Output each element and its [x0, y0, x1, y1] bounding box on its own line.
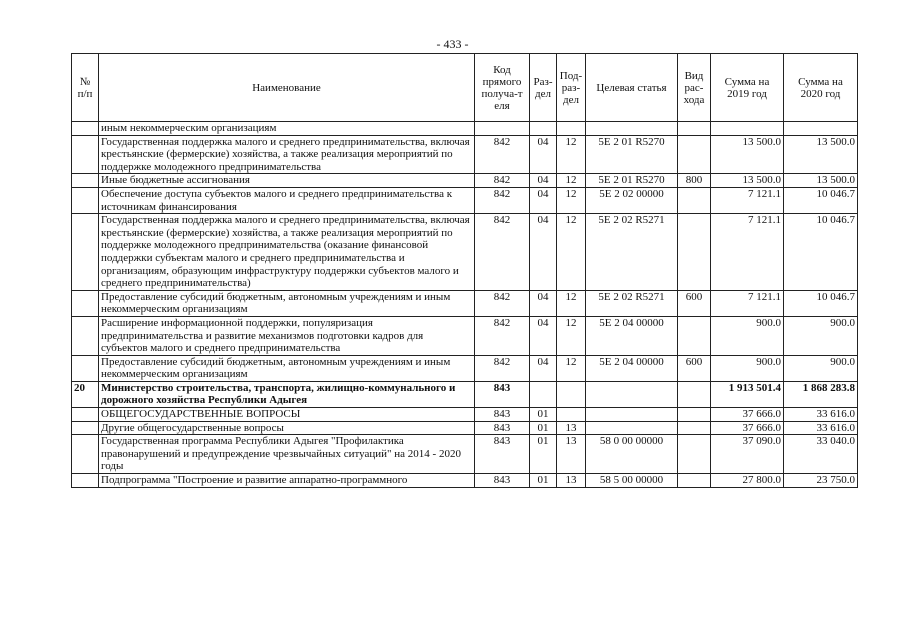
cell-subsection: 12 — [557, 316, 586, 355]
cell-section: 04 — [530, 355, 557, 381]
cell-name: Государственная поддержка малого и среднего предпринимательства, включая крестьянские (фермерские) хозяйства, а также реализация мероприятий по поддержке молодежного предпринимательства (оказание финансовой поддержки субъектам малого и среднего предпринимательства и организациям, образующим инфраструктуру поддержки субъектов малого и среднего предпринимательства) — [99, 214, 475, 291]
cell-name: Государственная программа Республики Адыгея "Профилактика правонарушений и предупреждение чрезвычайных ситуаций" на 2014 - 2020 годы — [99, 435, 475, 474]
cell-num — [72, 435, 99, 474]
cell-expense-type — [678, 435, 711, 474]
cell-subsection: 12 — [557, 174, 586, 188]
cell-subsection: 12 — [557, 355, 586, 381]
table-row — [72, 187, 858, 213]
cell-name: Министерство строительства, транспорта, жилищно-коммунального и дорожного хозяйства Республики Адыгея — [99, 381, 475, 407]
cell-name: Подпрограмма "Построение и развитие аппаратно-программного — [99, 474, 475, 488]
cell-subsection: 13 — [557, 435, 586, 474]
cell-expense-type — [678, 381, 711, 407]
cell-section: 01 — [530, 474, 557, 488]
cell-sum-2020: 10 046.7 — [784, 214, 858, 291]
cell-sum-2019: 1 913 501.4 — [711, 381, 784, 407]
cell-sum-2019: 27 800.0 — [711, 474, 784, 488]
cell-num — [72, 214, 99, 291]
cell-num — [72, 421, 99, 435]
cell-code: 842 — [475, 214, 530, 291]
page-number: - 433 - — [436, 37, 469, 51]
header-sum-2019: Сумма на 2019 год — [711, 54, 784, 122]
cell-sum-2019: 900.0 — [711, 355, 784, 381]
cell-subsection — [557, 408, 586, 422]
cell-article — [586, 122, 678, 136]
cell-name: Расширение информационной поддержки, популяризация предпринимательства и развитие механизмов подготовки кадров для субъектов малого и среднего предпринимательства — [99, 316, 475, 355]
header-sum-2020: Сумма на 2020 год — [784, 54, 858, 122]
cell-code: 842 — [475, 355, 530, 381]
cell-article: 5Е 2 02 R5271 — [586, 290, 678, 316]
cell-article: 58 0 00 00000 — [586, 435, 678, 474]
cell-article: 5Е 2 01 R5270 — [586, 135, 678, 174]
table-row — [72, 290, 858, 316]
cell-sum-2020: 33 616.0 — [784, 408, 858, 422]
cell-sum-2020: 23 750.0 — [784, 474, 858, 488]
cell-name: иным некоммерческим организациям — [99, 122, 475, 136]
cell-subsection: 12 — [557, 135, 586, 174]
cell-name: Предоставление субсидий бюджетным, автономным учреждениям и иным некоммерческим организациям — [99, 290, 475, 316]
cell-num — [72, 174, 99, 188]
cell-expense-type — [678, 214, 711, 291]
header-article: Целевая статья — [586, 54, 678, 122]
header-num: № п/п — [72, 54, 99, 122]
cell-expense-type — [678, 122, 711, 136]
cell-code: 842 — [475, 316, 530, 355]
cell-sum-2019: 37 666.0 — [711, 421, 784, 435]
table-row — [72, 408, 858, 422]
cell-expense-type — [678, 421, 711, 435]
cell-section: 01 — [530, 408, 557, 422]
table-row — [72, 421, 858, 435]
cell-sum-2020 — [784, 122, 858, 136]
cell-sum-2019 — [711, 122, 784, 136]
cell-code: 843 — [475, 381, 530, 407]
cell-num — [72, 316, 99, 355]
cell-article — [586, 381, 678, 407]
cell-expense-type — [678, 135, 711, 174]
budget-table — [71, 53, 858, 488]
cell-subsection — [557, 381, 586, 407]
cell-section — [530, 122, 557, 136]
cell-sum-2020: 13 500.0 — [784, 135, 858, 174]
cell-expense-type — [678, 408, 711, 422]
cell-sum-2020: 900.0 — [784, 316, 858, 355]
cell-sum-2019: 7 121.1 — [711, 290, 784, 316]
cell-section — [530, 381, 557, 407]
cell-section: 04 — [530, 214, 557, 291]
cell-subsection: 12 — [557, 214, 586, 291]
cell-subsection: 13 — [557, 421, 586, 435]
cell-expense-type: 800 — [678, 174, 711, 188]
table-row — [72, 355, 858, 381]
table-header-row — [72, 54, 858, 122]
header-expense-type: Вид рас-хода — [678, 54, 711, 122]
cell-num — [72, 355, 99, 381]
header-subsection: Под-раз-дел — [557, 54, 586, 122]
cell-section: 04 — [530, 174, 557, 188]
cell-subsection: 12 — [557, 290, 586, 316]
cell-code: 842 — [475, 187, 530, 213]
cell-sum-2019: 37 666.0 — [711, 408, 784, 422]
cell-expense-type — [678, 474, 711, 488]
cell-sum-2019: 37 090.0 — [711, 435, 784, 474]
cell-code: 842 — [475, 135, 530, 174]
cell-num: 20 — [72, 381, 99, 407]
cell-code: 843 — [475, 408, 530, 422]
table-row — [72, 474, 858, 488]
cell-name: Другие общегосударственные вопросы — [99, 421, 475, 435]
cell-num — [72, 135, 99, 174]
table-row — [72, 214, 858, 291]
cell-expense-type — [678, 316, 711, 355]
cell-subsection — [557, 122, 586, 136]
cell-sum-2020: 33 040.0 — [784, 435, 858, 474]
cell-article: 5Е 2 04 00000 — [586, 316, 678, 355]
cell-sum-2020: 33 616.0 — [784, 421, 858, 435]
table-row — [72, 122, 858, 136]
cell-num — [72, 290, 99, 316]
cell-expense-type — [678, 187, 711, 213]
cell-code — [475, 122, 530, 136]
header-code: Код прямого получа-т еля — [475, 54, 530, 122]
cell-num — [72, 122, 99, 136]
cell-expense-type: 600 — [678, 355, 711, 381]
cell-sum-2019: 7 121.1 — [711, 214, 784, 291]
cell-sum-2019: 900.0 — [711, 316, 784, 355]
cell-name: ОБЩЕГОСУДАРСТВЕННЫЕ ВОПРОСЫ — [99, 408, 475, 422]
cell-num — [72, 408, 99, 422]
cell-sum-2020: 900.0 — [784, 355, 858, 381]
table-row — [72, 135, 858, 174]
cell-num — [72, 474, 99, 488]
cell-sum-2019: 13 500.0 — [711, 174, 784, 188]
cell-name: Предоставление субсидий бюджетным, автономным учреждениям и иным некоммерческим организациям — [99, 355, 475, 381]
cell-sum-2020: 10 046.7 — [784, 290, 858, 316]
cell-name: Государственная поддержка малого и среднего предпринимательства, включая крестьянские (фермерские) хозяйства, а также реализация мероприятий по поддержке молодежного предпринимательства — [99, 135, 475, 174]
cell-sum-2019: 13 500.0 — [711, 135, 784, 174]
table-row — [72, 435, 858, 474]
cell-code: 842 — [475, 290, 530, 316]
cell-code: 843 — [475, 421, 530, 435]
cell-section: 04 — [530, 290, 557, 316]
cell-name: Обеспечение доступа субъектов малого и среднего предпринимательства к источникам финансирования — [99, 187, 475, 213]
cell-section: 01 — [530, 435, 557, 474]
cell-section: 04 — [530, 135, 557, 174]
cell-expense-type: 600 — [678, 290, 711, 316]
cell-section: 01 — [530, 421, 557, 435]
table-row — [72, 316, 858, 355]
cell-code: 843 — [475, 435, 530, 474]
cell-subsection: 13 — [557, 474, 586, 488]
cell-sum-2019: 7 121.1 — [711, 187, 784, 213]
cell-article: 5Е 2 02 R5271 — [586, 214, 678, 291]
cell-code: 843 — [475, 474, 530, 488]
cell-name: Иные бюджетные ассигнования — [99, 174, 475, 188]
cell-sum-2020: 1 868 283.8 — [784, 381, 858, 407]
header-name: Наименование — [99, 54, 475, 122]
header-section: Раз-дел — [530, 54, 557, 122]
cell-num — [72, 187, 99, 213]
cell-article: 5Е 2 01 R5270 — [586, 174, 678, 188]
table-row — [72, 381, 858, 407]
cell-article — [586, 421, 678, 435]
cell-code: 842 — [475, 174, 530, 188]
cell-article: 58 5 00 00000 — [586, 474, 678, 488]
cell-sum-2020: 13 500.0 — [784, 174, 858, 188]
cell-article: 5Е 2 04 00000 — [586, 355, 678, 381]
cell-section: 04 — [530, 187, 557, 213]
cell-article: 5Е 2 02 00000 — [586, 187, 678, 213]
cell-sum-2020: 10 046.7 — [784, 187, 858, 213]
cell-section: 04 — [530, 316, 557, 355]
cell-subsection: 12 — [557, 187, 586, 213]
table-row — [72, 174, 858, 188]
cell-article — [586, 408, 678, 422]
